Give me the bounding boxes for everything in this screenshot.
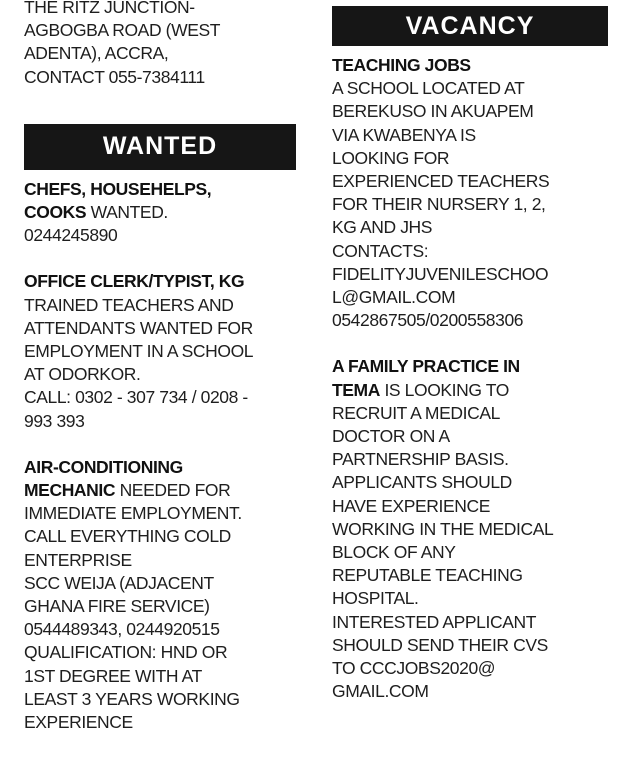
ad-title: A FAMILY PRACTICE IN <box>332 356 520 377</box>
text-line: ATTENDANTS WANTED FOR <box>24 317 253 338</box>
ad-title: AIR-CONDITIONING <box>24 456 183 477</box>
ad-air-conditioning-mechanic <box>24 456 314 734</box>
email-address: L@GMAIL.COM <box>332 287 456 308</box>
text-line: 1ST DEGREE WITH AT <box>24 665 202 686</box>
text-line: REPUTABLE TEACHING <box>332 565 523 586</box>
text-line: VIA KWABENYA IS <box>332 124 476 145</box>
wanted-header: WANTED <box>24 124 296 170</box>
text-line: QUALIFICATION: HND OR <box>24 642 228 663</box>
text-line: LOOKING FOR <box>332 147 450 168</box>
text-line: FOR THEIR NURSERY 1, 2, <box>332 194 546 215</box>
text-line: IMMEDIATE EMPLOYMENT. <box>24 503 242 524</box>
text-line: SCC WEIJA (ADJACENT <box>24 572 214 593</box>
text-line: BLOCK OF ANY <box>332 542 456 563</box>
text-line <box>24 479 314 502</box>
text-line: RECRUIT A MEDICAL <box>332 402 500 423</box>
text-line: WORKING IN THE MEDICAL <box>332 518 554 539</box>
ad-title: OFFICE CLERK/TYPIST, KG <box>24 271 245 292</box>
text-line: LEAST 3 YEARS WORKING <box>24 688 240 709</box>
ad-title: COOKS <box>24 202 87 223</box>
text-line: EXPERIENCED TEACHERS <box>332 171 550 192</box>
ad-text: IS LOOKING TO <box>379 379 509 400</box>
left-column <box>24 0 314 734</box>
text-line: 993 393 <box>24 410 85 431</box>
text-line: KG AND JHS <box>332 217 433 238</box>
ad-title: TEACHING JOBS <box>332 55 471 75</box>
text-line: DOCTOR ON A <box>332 426 450 447</box>
text-line <box>24 201 314 224</box>
text-line: GHANA FIRE SERVICE) <box>24 596 210 617</box>
text-line: CALL EVERYTHING COLD <box>24 526 231 547</box>
ad-title: MECHANIC <box>24 480 116 501</box>
text-line: CONTACT 055-7384111 <box>24 66 205 87</box>
right-column <box>332 0 612 703</box>
ad-office-clerk <box>24 270 314 432</box>
text-line <box>332 379 612 402</box>
text-line: BEREKUSO IN AKUAPEM <box>332 101 534 122</box>
ad-title: TEMA <box>332 379 380 400</box>
text-line: CONTACTS: <box>332 240 429 261</box>
phone-number: 0542867505/0200558306 <box>332 310 524 331</box>
text-line: PARTNERSHIP BASIS. <box>332 449 509 470</box>
text-line: APPLICANTS SHOULD <box>332 472 512 493</box>
text-line: INTERESTED APPLICANT <box>332 611 536 632</box>
ad-text: NEEDED FOR <box>115 480 231 501</box>
ad-family-practice <box>332 355 612 703</box>
ad-teaching-jobs <box>332 54 612 332</box>
email-address: FIDELITYJUVENILESCHOO <box>332 263 549 284</box>
text-line: AGBOGBA ROAD (WEST <box>24 20 221 41</box>
ad-title: CHEFS, HOUSEHELPS, <box>24 178 212 199</box>
intro-address-block <box>24 0 314 89</box>
text-line: ENTERPRISE <box>24 549 132 570</box>
text-line: TRAINED TEACHERS AND <box>24 294 234 315</box>
email-address: TO CCCJOBS2020@ <box>332 658 496 679</box>
text-line: AT ODORKOR. <box>24 364 141 385</box>
email-address: GMAIL.COM <box>332 681 429 702</box>
text-line: HAVE EXPERIENCE <box>332 495 491 516</box>
text-line: 0544489343, 0244920515 <box>24 619 220 640</box>
text-line: A SCHOOL LOCATED AT <box>332 78 525 99</box>
text-line: EXPERIENCE <box>24 712 133 733</box>
text-line: ADENTA), ACCRA, <box>24 43 169 64</box>
text-line: CALL: 0302 - 307 734 / 0208 - <box>24 387 248 408</box>
ad-chefs <box>24 178 314 248</box>
text-line: THE RITZ JUNCTION- <box>24 0 195 17</box>
text-line: SHOULD SEND THEIR CVS <box>332 634 548 655</box>
vacancy-header: VACANCY <box>332 6 608 46</box>
phone-number: 0244245890 <box>24 225 118 246</box>
text-line: EMPLOYMENT IN A SCHOOL <box>24 341 254 362</box>
ad-text: WANTED. <box>86 202 168 223</box>
text-line: HOSPITAL. <box>332 588 419 609</box>
